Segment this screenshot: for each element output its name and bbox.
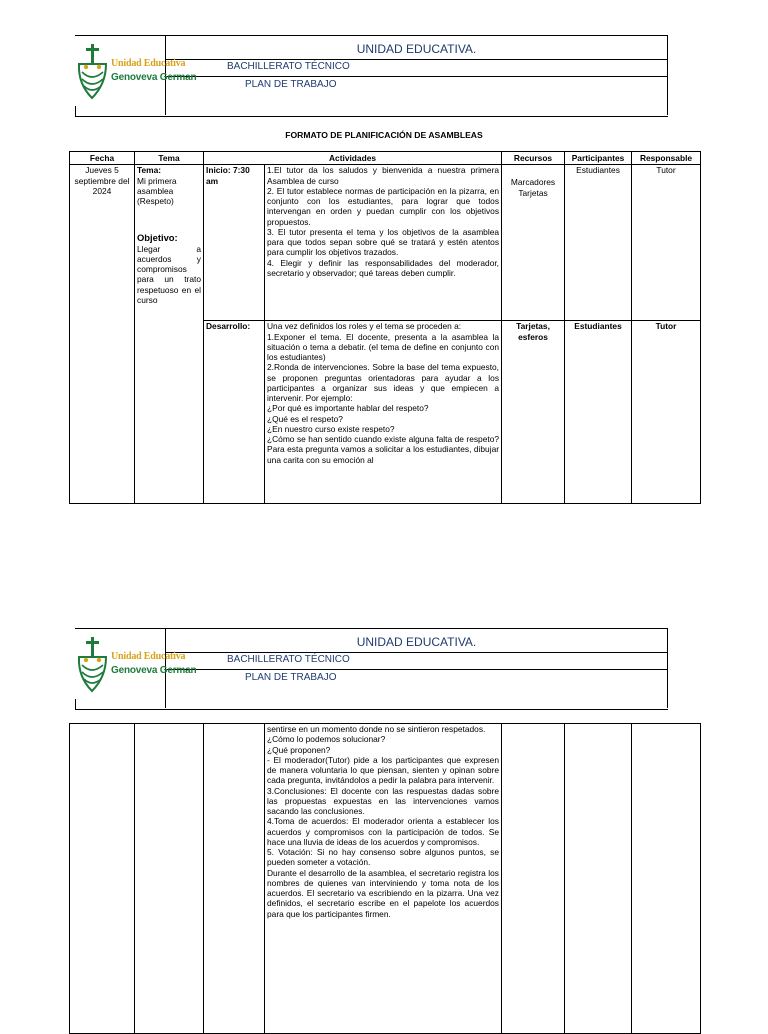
empty-cell [70, 724, 135, 1034]
col-recursos: Recursos [502, 152, 565, 165]
logo-line1: Unidad Educativa [111, 58, 186, 69]
desarrollo-responsable: Tutor [632, 321, 701, 504]
empty-cell [502, 724, 565, 1034]
desarrollo-item: Una vez definidos los roles y el tema se proceden a: [267, 321, 462, 332]
document-title: FORMATO DE PLANIFICACIÓN DE ASAMBLEAS [285, 130, 483, 140]
inicio-item: 3. El tutor presenta el tema y los objetivos de la asamblea para que todos sepan sobre qué se tratará y estén atentos para cumplir los objetivos trazados. [267, 226, 500, 258]
planning-table-continued [69, 723, 701, 1034]
continued-item: Durante el desarrollo de la asamblea, el secretario registra los nombres de quienes van interviniendo y toma nota de los acuerdos. El secretario va escribiendo en la pizarra. Una vez definidos, el secretario escribe en el papelote los acuerdos para que los participantes firmen. [267, 867, 499, 919]
tema-cell [135, 165, 204, 504]
col-actividades: Actividades [204, 152, 502, 165]
continued-activities [265, 724, 502, 1034]
objetivo-value: Llegar a acuerdos y compromisos para un trato respetuoso en el curso [137, 243, 201, 305]
inicio-item: 2. El tutor establece normas de participación en la pizarra, en conjunto con los estudiantes, para lograr que todos intervengan en orden y puedan cumplir con los objetivos propuestos. [267, 185, 500, 227]
inicio-item: 1.El tutor da los saludos y bienvenida a nuestra primera Asamblea de curso [267, 165, 500, 186]
desarrollo-item: ¿Por qué es importante hablar del respeto? [267, 403, 429, 414]
desarrollo-item: ¿Qué es el respeto? [267, 413, 343, 424]
header-program: BACHILLERATO TÉCNICO [227, 654, 350, 665]
continued-item: 3.Conclusiones: El docente con las respuestas dadas sobre las propuestas expuestas en las intervenciones vamos sacando las conclusiones. [267, 785, 499, 816]
fecha-cell: Jueves 5 septiembre del 2024 [70, 165, 135, 504]
tema-value: Mi primera asamblea (Respeto) [137, 175, 177, 206]
table-header-row [70, 152, 701, 165]
page2-header [75, 628, 668, 710]
col-participantes: Participantes [565, 152, 632, 165]
inicio-participantes: Estudiantes [565, 165, 632, 321]
header-plan: PLAN DE TRABAJO [245, 672, 337, 683]
continued-item: 5. Votación: Si no hay consenso sobre algunos puntos, se pueden someter a votación. [267, 847, 499, 868]
continued-item: ¿Cómo lo podemos solucionar? [267, 734, 386, 745]
continued-item: sentirse en un momento donde no se sintieron respetados. [267, 724, 486, 734]
empty-cell [632, 724, 701, 1034]
desarrollo-item: ¿En nuestro curso existe respeto? [267, 423, 395, 434]
desarrollo-item: 2.Ronda de intervenciones. Sobre la base del tema expuesto, se proponen preguntas orientadoras para ayudar a los participantes a organizar sus ideas y que empiecen a intervenir. Por ejemplo: [267, 362, 500, 403]
header-program: BACHILLERATO TÉCNICO [227, 61, 350, 72]
objetivo-label: Objetivo: [137, 232, 178, 244]
col-tema: Tema [135, 152, 204, 165]
col-responsable: Responsable [632, 152, 701, 165]
table-row [70, 165, 701, 321]
page1-header [75, 35, 668, 117]
desarrollo-recursos: Tarjetas, esferos [502, 321, 565, 504]
desarrollo-item: 1.Exponer el tema. El docente, presenta a la asamblea la situación o tema a debatir. (el tema de define en conjunto con los estudiantes) [267, 331, 500, 362]
continued-item: - El moderador(Tutor) pide a los participantes que expresen de manera voluntaria lo que piensan, sienten y opinan sobre cada pregunta, invitándolos a pedir la palabra para intervenir. [267, 754, 499, 786]
logo-line2: Genoveva German [111, 665, 197, 676]
header-plan: PLAN DE TRABAJO [245, 79, 337, 90]
phase-inicio: Inicio: 7:30 am [204, 165, 265, 321]
inicio-recursos: Marcadores Tarjetas [502, 165, 565, 321]
header-title: UNIDAD EDUCATIVA. [356, 635, 477, 649]
col-fecha: Fecha [70, 152, 135, 165]
phase-desarrollo: Desarrollo: [204, 321, 265, 504]
planning-table [69, 151, 701, 504]
desarrollo-item: ¿Cómo se han sentido cuando existe alguna falta de respeto? Para esta pregunta vamos a solicitar a los estudiantes, dibujar una carita con su emoción al [267, 434, 500, 465]
empty-cell [204, 724, 265, 1034]
empty-cell [135, 724, 204, 1034]
header-title: UNIDAD EDUCATIVA. [356, 42, 477, 56]
inicio-activities [265, 165, 502, 321]
desarrollo-activities [265, 321, 502, 504]
inicio-item: 4. Elegir y definir las responsabilidades del moderador, secretario y observador; qué tareas deben cumplir. [267, 257, 500, 278]
tema-label: Tema: [137, 165, 162, 176]
inicio-responsable: Tutor [632, 165, 701, 321]
continued-item: ¿Qué proponen? [267, 744, 331, 755]
desarrollo-participantes: Estudiantes [565, 321, 632, 504]
empty-cell [565, 724, 632, 1034]
continued-item: 4.Toma de acuerdos: El moderador orienta a establecer los acuerdos y compromisos con la participación de todos. Se hace una lluvia de ideas de los acuerdos y compromisos. [267, 816, 499, 847]
table-row [70, 724, 701, 1034]
logo-line1: Unidad Educativa [111, 651, 186, 662]
logo-line2: Genoveva German [111, 72, 197, 83]
